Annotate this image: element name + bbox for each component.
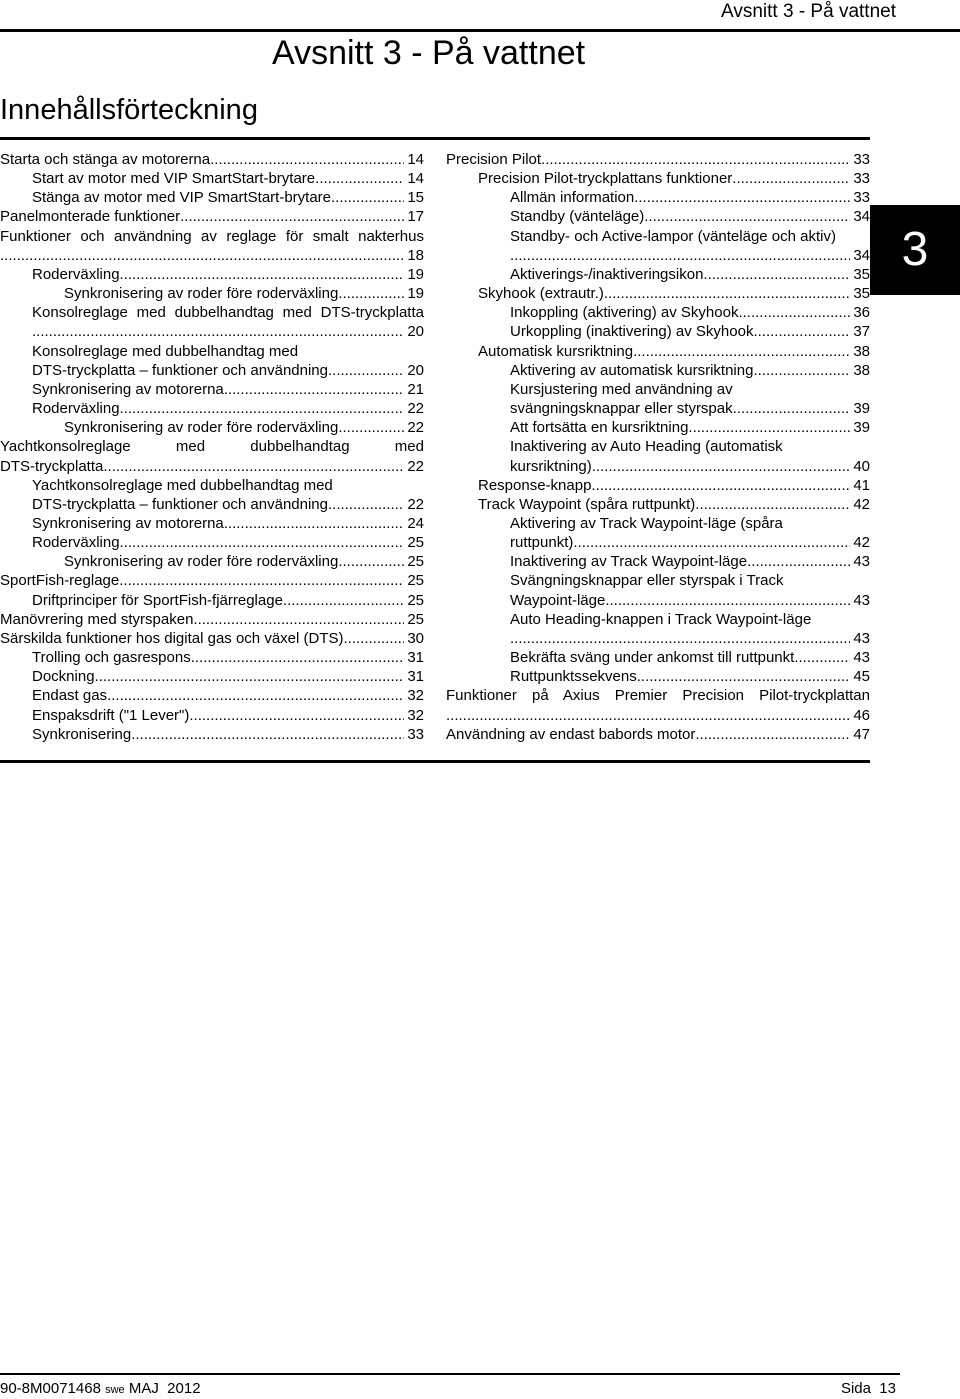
toc-entry[interactable] [446,667,870,686]
toc-page-number: 22 [407,495,424,513]
toc-entry[interactable] [0,361,424,380]
toc-dot-leader [224,514,405,533]
toc-left-column [0,150,424,744]
toc-dot-leader [120,399,405,418]
toc-entry[interactable] [0,399,424,418]
toc-entry[interactable] [0,706,424,725]
toc-entry[interactable] [446,380,870,399]
toc-dot-leader [541,150,850,169]
toc-entry-title: Trolling och gasrespons [32,649,191,667]
toc-page-number: 22 [407,400,424,418]
toc-dot-leader [605,591,850,610]
toc-dot-leader [0,246,404,265]
toc-page-number: 34 [853,208,870,226]
toc-entry-title: Konsolreglage med dubbelhandtag med [32,342,299,360]
toc-entry[interactable] [0,169,424,188]
toc-entry[interactable] [446,725,870,744]
toc-entry-title: Panelmonterade funktioner [0,208,181,226]
toc-heading: Innehållsförteckning [0,94,258,126]
toc-page-number: 17 [407,208,424,226]
toc-entry-title: Standby- och Active-lampor (vänteläge och aktiv) [510,227,836,245]
toc-page-number: 43 [853,553,870,571]
toc-page-number: 20 [407,323,424,341]
toc-entry-title: Manövrering med styrspaken [0,610,194,628]
toc-entry-title: Särskilda funktioner hos digital gas och växel (DTS) [0,629,344,647]
toc-page-number: 47 [853,725,870,743]
toc-entry[interactable] [446,207,870,226]
toc-entry-title: Aktivering av automatisk kursriktning [510,361,754,379]
toc-entry[interactable] [446,399,870,418]
toc-entry[interactable] [0,591,424,610]
toc-entry-title: Standby (vänteläge) [510,208,645,226]
toc-page-number: 36 [853,304,870,322]
toc-page-number: 39 [853,400,870,418]
toc-dot-leader [637,667,851,686]
toc-entry[interactable] [0,437,424,456]
toc-entry-title: Konsolreglage med dubbelhandtag med DTS-tryckplatta [32,304,424,322]
toc-bottom-rule [0,760,870,763]
toc-entry-title: Yachtkonsolreglage med dubbelhandtag med [0,438,424,456]
toc-entry[interactable] [446,457,870,476]
toc-entry[interactable] [446,265,870,284]
toc-right-column [446,150,870,744]
toc-entry[interactable] [446,533,870,552]
toc-entry[interactable] [0,265,424,284]
toc-dot-leader [328,495,404,514]
toc-entry-title: Kursjustering med användning av [510,380,733,398]
toc-dot-leader [331,188,404,207]
toc-entry[interactable] [446,342,870,361]
toc-entry[interactable] [446,706,870,725]
toc-entry[interactable] [446,322,870,341]
toc-dot-leader [338,552,404,571]
toc-page-number: 31 [407,668,424,686]
toc-page-number: 45 [853,668,870,686]
toc-page-number: 33 [853,189,870,207]
toc-dot-leader [189,706,404,725]
toc-page-number: 20 [407,361,424,379]
toc-entry[interactable] [446,303,870,322]
toc-page-number: 25 [407,591,424,609]
toc-entry[interactable] [0,629,424,648]
toc-entry-title: Aktiverings-/inaktiveringsikon [510,265,704,283]
toc-entry[interactable] [446,437,870,456]
toc-entry-title: Roderväxling [32,400,120,418]
toc-page-number: 46 [853,706,870,724]
toc-page-number: 31 [407,649,424,667]
toc-dot-leader [120,533,405,552]
section-tab-marker: 3 [870,205,960,295]
toc-entry-title: Synkronisering av motorerna [32,380,224,398]
toc-entry[interactable] [0,342,424,361]
toc-entry[interactable] [0,648,424,667]
footer-doc-info [0,1380,201,1399]
toc-dot-leader [573,533,850,552]
toc-page-number: 14 [407,151,424,168]
toc-page-number: 25 [407,553,424,571]
toc-entry-title: SportFish-reglage [0,572,120,590]
toc-entry[interactable] [0,418,424,437]
toc-entry-title: Response-knapp [478,476,592,494]
toc-page-number: 30 [407,629,424,647]
toc-entry[interactable] [0,227,424,246]
toc-page-number: 32 [407,706,424,724]
toc-entry-title: Urkoppling (inaktivering) av Skyhook [510,323,754,341]
toc-entry[interactable] [446,169,870,188]
toc-entry[interactable] [0,725,424,744]
toc-entry-title: Synkronisering av roder före roderväxling [64,553,339,571]
toc-page-number: 22 [407,457,424,475]
toc-dot-leader [338,284,404,303]
toc-dot-leader [338,418,404,437]
toc-entry[interactable] [446,552,870,571]
toc-entry[interactable] [0,380,424,399]
toc-entry[interactable] [0,495,424,514]
toc-entry[interactable] [0,207,424,226]
toc-entry-title: Automatisk kursriktning [478,342,634,360]
toc-page-number: 39 [853,419,870,437]
toc-entry[interactable] [446,361,870,380]
toc-entry-title: Ruttpunktssekvens [510,668,637,686]
toc-entry-title: Enspaksdrift ("1 Lever") [32,706,190,724]
toc-page-number: 33 [853,151,870,168]
toc-entry-title: Användning av endast babords motor [446,725,696,743]
toc-page-number: 43 [853,649,870,667]
toc-page-number: 24 [407,514,424,532]
toc-entry-title: Waypoint-läge [510,591,606,609]
toc-dot-leader [328,361,404,380]
toc-entry-title: Skyhook (extrautr.) [478,285,604,303]
toc-dot-leader [103,457,404,476]
toc-entry[interactable] [0,667,424,686]
toc-entry-title: Inaktivering av Track Waypoint-läge [510,553,748,571]
toc-entry-title: DTS-tryckplatta – funktioner och användning [32,361,328,379]
toc-page-number: 25 [407,572,424,590]
toc-page-number: 14 [407,170,424,188]
toc-page-number: 22 [407,419,424,437]
toc-entry-title: ruttpunkt) [510,534,574,552]
toc-dot-leader [634,188,850,207]
toc-dot-leader [120,265,405,284]
toc-page-number: 41 [853,476,870,494]
toc-top-rule [0,137,870,140]
toc-page-number: 43 [853,591,870,609]
toc-entry-title: Synkronisering [32,725,132,743]
toc-dot-leader [283,591,404,610]
toc-entry[interactable] [446,686,870,705]
toc-entry[interactable] [0,533,424,552]
section-title: Avsnitt 3 - På vattnet [272,34,586,72]
toc-dot-leader [747,552,850,571]
toc-entry-title: Precision Pilot [446,151,542,168]
toc-entry[interactable] [446,476,870,495]
toc-entry[interactable] [0,246,424,265]
toc-entry[interactable] [446,629,870,648]
toc-dot-leader [32,322,404,341]
toc-dot-leader [224,380,405,399]
toc-page-number: 32 [407,687,424,705]
toc-page-number: 43 [853,629,870,647]
toc-entry[interactable] [446,571,870,590]
toc-entry-title: Track Waypoint (spåra ruttpunkt) [478,495,696,513]
toc-entry[interactable] [0,686,424,705]
toc-entry[interactable] [0,150,424,169]
toc-dot-leader [794,648,850,667]
toc-entry-title: Synkronisering av motorerna [32,514,224,532]
toc-dot-leader [131,725,404,744]
toc-dot-leader [95,667,405,686]
toc-entry[interactable] [446,246,870,265]
toc-dot-leader [107,686,404,705]
toc-dot-leader [703,265,850,284]
toc-entry-title: Start av motor med VIP SmartStart-brytare [32,170,316,188]
toc-page-number: 33 [407,725,424,743]
toc-page-number: 21 [407,380,424,398]
footer-date: MAJ 2012 [128,1380,201,1397]
toc-entry[interactable] [446,514,870,533]
toc-dot-leader [753,322,850,341]
toc-page-number: 35 [853,285,870,303]
toc-dot-leader [180,207,404,226]
toc-dot-leader [688,418,850,437]
toc-entry-title: svängningsknappar eller styrspak [510,400,733,418]
toc-entry-title: Synkronisering av roder före roderväxling [64,285,339,303]
toc-dot-leader [644,207,850,226]
running-header: Avsnitt 3 - På vattnet [721,1,896,22]
toc-entry-title: Precision Pilot-tryckplattans funktioner [478,170,733,188]
toc-entry-title: Driftprinciper för SportFish-fjärreglage [32,591,283,609]
toc-entry[interactable] [446,648,870,667]
footer-language: swe [105,1384,125,1396]
toc-entry-title: Roderväxling [32,265,120,283]
toc-entry[interactable] [0,571,424,590]
toc-dot-leader [210,150,404,169]
toc-entry-title: Auto Heading-knappen i Track Waypoint-läge [510,610,812,628]
toc-entry[interactable] [446,227,870,246]
toc-page-number: 19 [407,265,424,283]
toc-entry-title: Yachtkonsolreglage med dubbelhandtag med [32,476,333,494]
toc-entry[interactable] [0,284,424,303]
toc-page-number: 15 [407,189,424,207]
toc-entry-title: kursriktning) [510,457,592,475]
toc-entry[interactable] [446,188,870,207]
toc-dot-leader [119,571,404,590]
toc-entry[interactable] [0,610,424,629]
toc-entry-title: DTS-tryckplatta [0,457,104,475]
toc-dot-leader [633,342,850,361]
toc-entry-title: Allmän information [510,189,635,207]
toc-page-number: 35 [853,265,870,283]
toc-entry-title: Aktivering av Track Waypoint-läge (spåra [510,514,783,532]
toc-entry[interactable] [0,552,424,571]
footer-doc-number: 90-8M0071468 [0,1380,101,1397]
toc-dot-leader [738,303,850,322]
toc-page-number: 42 [853,534,870,552]
toc-dot-leader [446,706,850,725]
toc-entry[interactable] [446,150,870,169]
toc-dot-leader [592,457,851,476]
toc-dot-leader [695,725,850,744]
toc-page-number: 18 [407,246,424,264]
toc-entry[interactable] [446,610,870,629]
toc-entry-title: Inaktivering av Auto Heading (automatisk [510,438,783,456]
toc-entry[interactable] [0,457,424,476]
toc-dot-leader [732,169,850,188]
toc-entry[interactable] [446,418,870,437]
toc-dot-leader [733,399,851,418]
footer-rule [0,1373,900,1375]
toc-entry-title: Bekräfta sväng under ankomst till ruttpunkt [510,649,795,667]
toc-dot-leader [695,495,850,514]
toc-page-number: 25 [407,610,424,628]
toc-dot-leader [191,648,405,667]
toc-page-number: 38 [853,342,870,360]
toc-entry[interactable] [0,188,424,207]
toc-dot-leader [591,476,850,495]
toc-entry-title: DTS-tryckplatta – funktioner och användning [32,495,328,513]
toc-page-number: 33 [853,170,870,188]
footer-page-number: Sida 13 [840,1380,896,1397]
toc-entry-title: Roderväxling [32,534,120,552]
toc-entry[interactable] [446,495,870,514]
toc-entry-title: Synkronisering av roder före roderväxling [64,419,339,437]
toc-page-number: 42 [853,495,870,513]
toc-dot-leader [510,246,850,265]
toc-entry-title: Stänga av motor med VIP SmartStart-brytare [32,189,332,207]
toc-dot-leader [344,629,405,648]
toc-entry-title: Funktioner och användning av reglage för smalt nakterhus [0,227,424,245]
toc-entry-title: Dockning [32,668,95,686]
toc-dot-leader [753,361,850,380]
toc-entry[interactable] [0,514,424,533]
toc-entry-title: Endast gas [32,687,108,705]
toc-entry-title: Svängningsknappar eller styrspak i Track [510,572,784,590]
toc-dot-leader [510,629,850,648]
toc-dot-leader [193,610,404,629]
toc-page-number: 34 [853,246,870,264]
toc-entry[interactable] [0,303,424,322]
toc-entry[interactable] [446,284,870,303]
toc-entry[interactable] [0,322,424,341]
toc-entry-title: Funktioner på Axius Premier Precision Pilot-tryckplattan [446,687,870,705]
toc-page-number: 38 [853,361,870,379]
toc-dot-leader [604,284,850,303]
toc-page-number: 40 [853,457,870,475]
toc-entry-title: Att fortsätta en kursriktning [510,419,689,437]
toc-entry[interactable] [446,591,870,610]
toc-page-number: 37 [853,323,870,341]
toc-entry-title: Inkoppling (aktivering) av Skyhook [510,304,739,322]
toc-dot-leader [315,169,404,188]
toc-page-number: 25 [407,534,424,552]
toc-page-number: 19 [407,285,424,303]
toc-entry[interactable] [0,476,424,495]
toc-entry-title: Starta och stänga av motorerna [0,151,211,168]
